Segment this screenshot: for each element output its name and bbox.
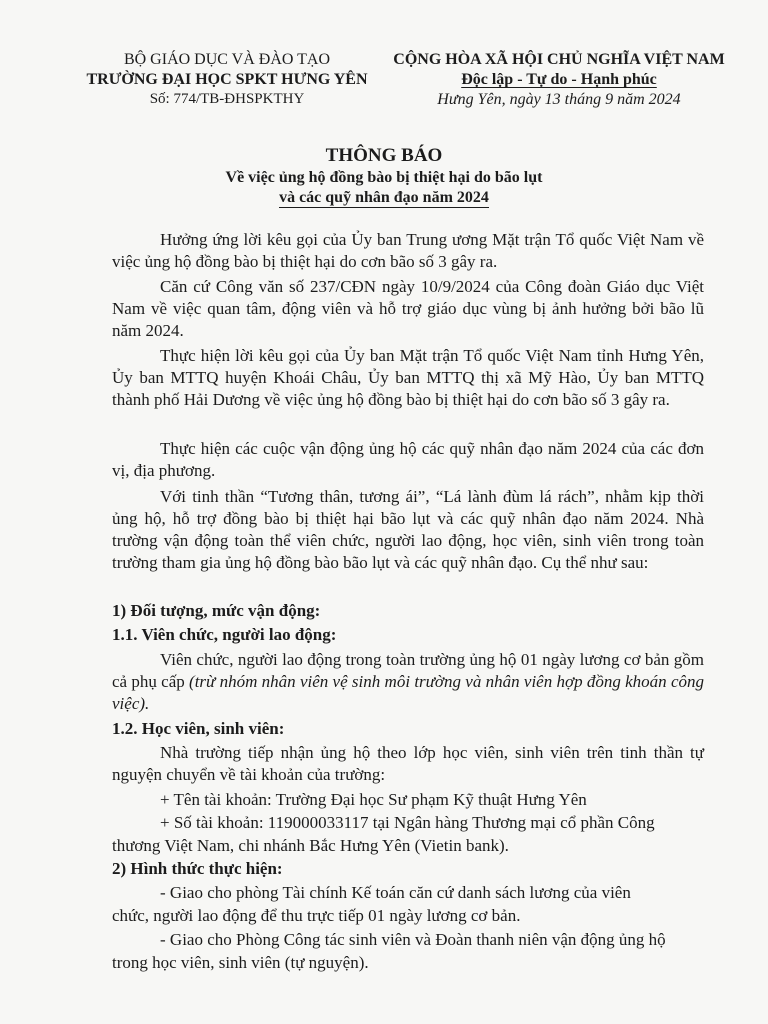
section-1-heading: 1) Đối tượng, mức vận động:: [112, 601, 321, 620]
section-2-item-2-cont: trong học viên, sinh viên (tự nguyện).: [112, 953, 369, 972]
paragraph-1: Hưởng ứng lời kêu gọi của Ủy ban Trung ương Mặt trận Tổ quốc Việt Nam về việc ủng hộ đồng bào bị thiệt hại do cơn bão số 3 gây ra.: [112, 230, 704, 271]
place-date: Hưng Yên, ngày 13 tháng 9 năm 2024: [437, 91, 681, 108]
paragraph-5: Với tinh thần “Tương thân, tương ái”, “Lá lành đùm lá rách”, nhằm kịp thời ủng hộ, hỗ trợ đồng bào bị thiệt hại bão lụt và các quỹ nhân đạo năm 2024. Nhà trường vận động toàn thể viên chức, người lao động, học viên, sinh viên trong toàn trường tham gia ủng hộ đồng bào bão lụt và các quỹ nhân đạo. Cụ thể như sau:: [112, 487, 704, 572]
ministry-name: BỘ GIÁO DỤC VÀ ĐÀO TẠO: [123, 51, 331, 68]
document-number: Số: 774/TB-ĐHSPKTHY: [149, 91, 305, 107]
section-1-1-exception: (trừ nhóm nhân viên vệ sinh môi trường và nhân viên hợp đồng khoán công việc).: [112, 672, 705, 713]
section-2-heading: 2) Hình thức thực hiện:: [112, 859, 283, 878]
national-header-block: [383, 50, 735, 109]
section-1-2-heading: 1.2. Học viên, sinh viên:: [112, 719, 285, 738]
nation-name: CỘNG HÒA XÃ HỘI CHỦ NGHĨA VIỆT NAM: [393, 51, 725, 68]
account-number: + Số tài khoản: 119000033117 tại Ngân hàng Thương mại cổ phần Công: [160, 813, 655, 832]
section-2-item-1-cont: chức, người lao động để thu trực tiếp 01 ngày lương cơ bản.: [112, 906, 521, 925]
section-1-1-body: Viên chức, người lao động trong toàn trường ủng hộ 01 ngày lương cơ bản gồm cả phụ cấp: [112, 650, 704, 691]
national-motto: Độc lập - Tự do - Hạnh phúc: [461, 71, 657, 88]
section-2-item-2: - Giao cho Phòng Công tác sinh viên và Đoàn thanh niên vận động ủng hộ: [160, 930, 666, 949]
section-1-1-heading: 1.1. Viên chức, người lao động:: [112, 625, 337, 644]
paragraph-3: Thực hiện lời kêu gọi của Ủy ban Mặt trận Tổ quốc Việt Nam tỉnh Hưng Yên, Ủy ban MTTQ huyện Khoái Châu, Ủy ban MTTQ thị xã Mỹ Hào, Ủy ban MTTQ thành phố Hải Dương về việc ủng hộ đồng bào bị thiệt hại do cơn bão số 3 gây ra.: [112, 346, 704, 409]
account-bank: thương Việt Nam, chi nhánh Bắc Hưng Yên (Vietin bank).: [112, 836, 509, 855]
school-name: TRƯỜNG ĐẠI HỌC SPKT HƯNG YÊN: [86, 71, 368, 88]
section-1-2-text: Nhà trường tiếp nhận ủng hộ theo lớp học viên, sinh viên trên tinh thần tự nguyện chuyển về tài khoản của trường:: [112, 743, 704, 784]
section-1-1-text: [112, 649, 704, 715]
document-subtitle-line1: Về việc ủng hộ đồng bào bị thiệt hại do bão lụt: [225, 169, 543, 186]
paragraph-4: Thực hiện các cuộc vận động ủng hộ các quỹ nhân đạo năm 2024 của các đơn vị, địa phương.: [112, 439, 704, 480]
paragraph-2: Căn cứ Công văn số 237/CĐN ngày 10/9/2024 của Công đoàn Giáo dục Việt Nam về việc quan tâm, động viên và hỗ trợ giáo dục vùng bị ảnh hưởng bởi bão lũ năm 2024.: [112, 277, 704, 340]
account-name: + Tên tài khoản: Trường Đại học Sư phạm Kỹ thuật Hưng Yên: [160, 790, 587, 809]
section-2-item-1: - Giao cho phòng Tài chính Kế toán căn cứ danh sách lương của viên: [160, 883, 631, 902]
document-title: THÔNG BÁO: [325, 145, 443, 166]
issuer-block: [72, 50, 382, 109]
document-subtitle-line2: và các quỹ nhân đạo năm 2024: [279, 189, 489, 206]
